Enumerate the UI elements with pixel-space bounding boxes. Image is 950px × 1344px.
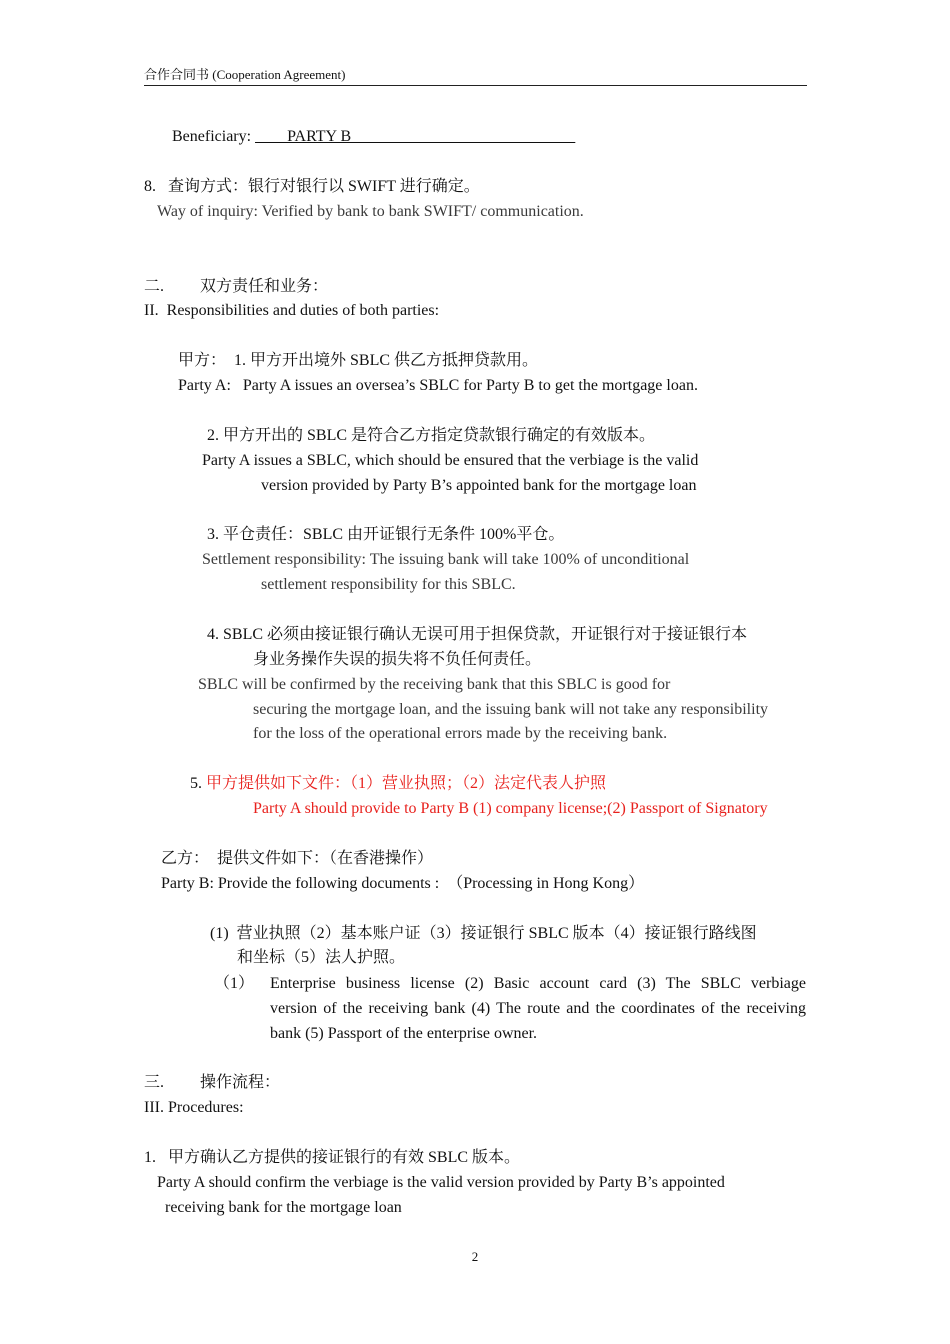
item8-en: Way of inquiry: Verified by bank to bank SWIFT/ communication.: [157, 203, 584, 220]
party-a-item3-zh: 3. 平仓责任：SBLC 由开证银行无条件 100%平仓。: [207, 526, 565, 543]
party-b-docs-zh-2: 和坐标（5）法人护照。: [237, 949, 406, 966]
party-a-item4-en-1: SBLC will be confirmed by the receiving bank that this SBLC is good for: [198, 676, 671, 693]
party-a-item4-en-2: securing the mortgage loan, and the issuing bank will not take any responsibility: [253, 701, 769, 718]
section3-item1-en-2: receiving bank for the mortgage loan: [165, 1199, 402, 1216]
party-a-item3-en-2: settlement responsibility for this SBLC.: [261, 576, 516, 593]
party-a-item5-zh: 甲方提供如下文件：（1）营业执照；（2）法定代表人护照: [206, 775, 607, 792]
party-a-item2-en-1: Party A issues a SBLC, which should be ensured that the verbiage is the valid: [202, 452, 699, 469]
party-b-en: Party B: Provide the following documents : （Processing in Hong Kong）: [161, 875, 645, 892]
beneficiary-label: Beneficiary:: [172, 128, 256, 145]
party-b-docs-zh-1: (1) 营业执照（2）基本账户证（3）接证银行 SBLC 版本（4）接证银行路线图: [210, 925, 757, 942]
header-rule: [144, 85, 807, 86]
page-number: 2: [471, 1249, 479, 1264]
section2-heading-en: II. Responsibilities and duties of both parties:: [144, 302, 440, 319]
party-a-item4-zh-2: 身业务操作失误的损失将不负任何责任。: [253, 651, 542, 668]
section3-item1-en-1: Party A should confirm the verbiage is the valid version provided by Party B’s appointed: [157, 1174, 725, 1191]
party-b-docs-en-number: （1）: [214, 975, 255, 992]
beneficiary-value: ____PARTY B____________________________: [255, 128, 576, 145]
party-b-docs-en-1: Enterprise business license (2) Basic account card (3) The SBLC verbiage: [270, 975, 806, 992]
party-a-item4-zh-1: 4. SBLC 必须由接证银行确认无误可用于担保贷款，开证银行对于接证银行本: [207, 626, 748, 643]
beneficiary-line: [172, 127, 575, 147]
party-a-item5-en: Party A should provide to Party B (1) company license;(2) Passport of Signatory: [253, 800, 768, 817]
party-a-item3-en-1: Settlement responsibility: The issuing bank will take 100% of unconditional: [202, 551, 690, 568]
item8-zh: 8. 查询方式：银行对银行以 SWIFT 进行确定。: [144, 178, 480, 195]
section3-heading-en: III. Procedures:: [144, 1099, 244, 1116]
party-a-item1-zh: 甲方： 1. 甲方开出境外 SBLC 供乙方抵押贷款用。: [178, 352, 539, 369]
party-a-item5-number: 5.: [190, 775, 206, 792]
party-a-item2-zh: 2. 甲方开出的 SBLC 是符合乙方指定贷款银行确定的有效版本。: [207, 427, 656, 444]
party-b-zh: 乙方： 提供文件如下：（在香港操作）: [161, 850, 434, 867]
section2-heading-zh: 二. 双方责任和业务：: [144, 278, 329, 295]
party-a-item2-en-2: version provided by Party B’s appointed bank for the mortgage loan: [261, 477, 697, 494]
page-header: 合作合同书 (Cooperation Agreement): [144, 67, 346, 82]
party-a-item4-en-3: for the loss of the operational errors made by the receiving bank.: [253, 725, 668, 742]
party-a-item5-zh-line: [190, 774, 606, 794]
section3-heading-zh: 三. 操作流程：: [144, 1074, 281, 1091]
party-a-item1-en: Party A: Party A issues an oversea’s SBLC for Party B to get the mortgage loan.: [178, 377, 698, 394]
section3-item1-zh: 1. 甲方确认乙方提供的接证银行的有效 SBLC 版本。: [144, 1149, 521, 1166]
party-b-docs-en-2: version of the receiving bank (4) The route and the coordinates of the receiving: [270, 1000, 806, 1017]
party-b-docs-en-3: bank (5) Passport of the enterprise owner.: [270, 1025, 538, 1042]
